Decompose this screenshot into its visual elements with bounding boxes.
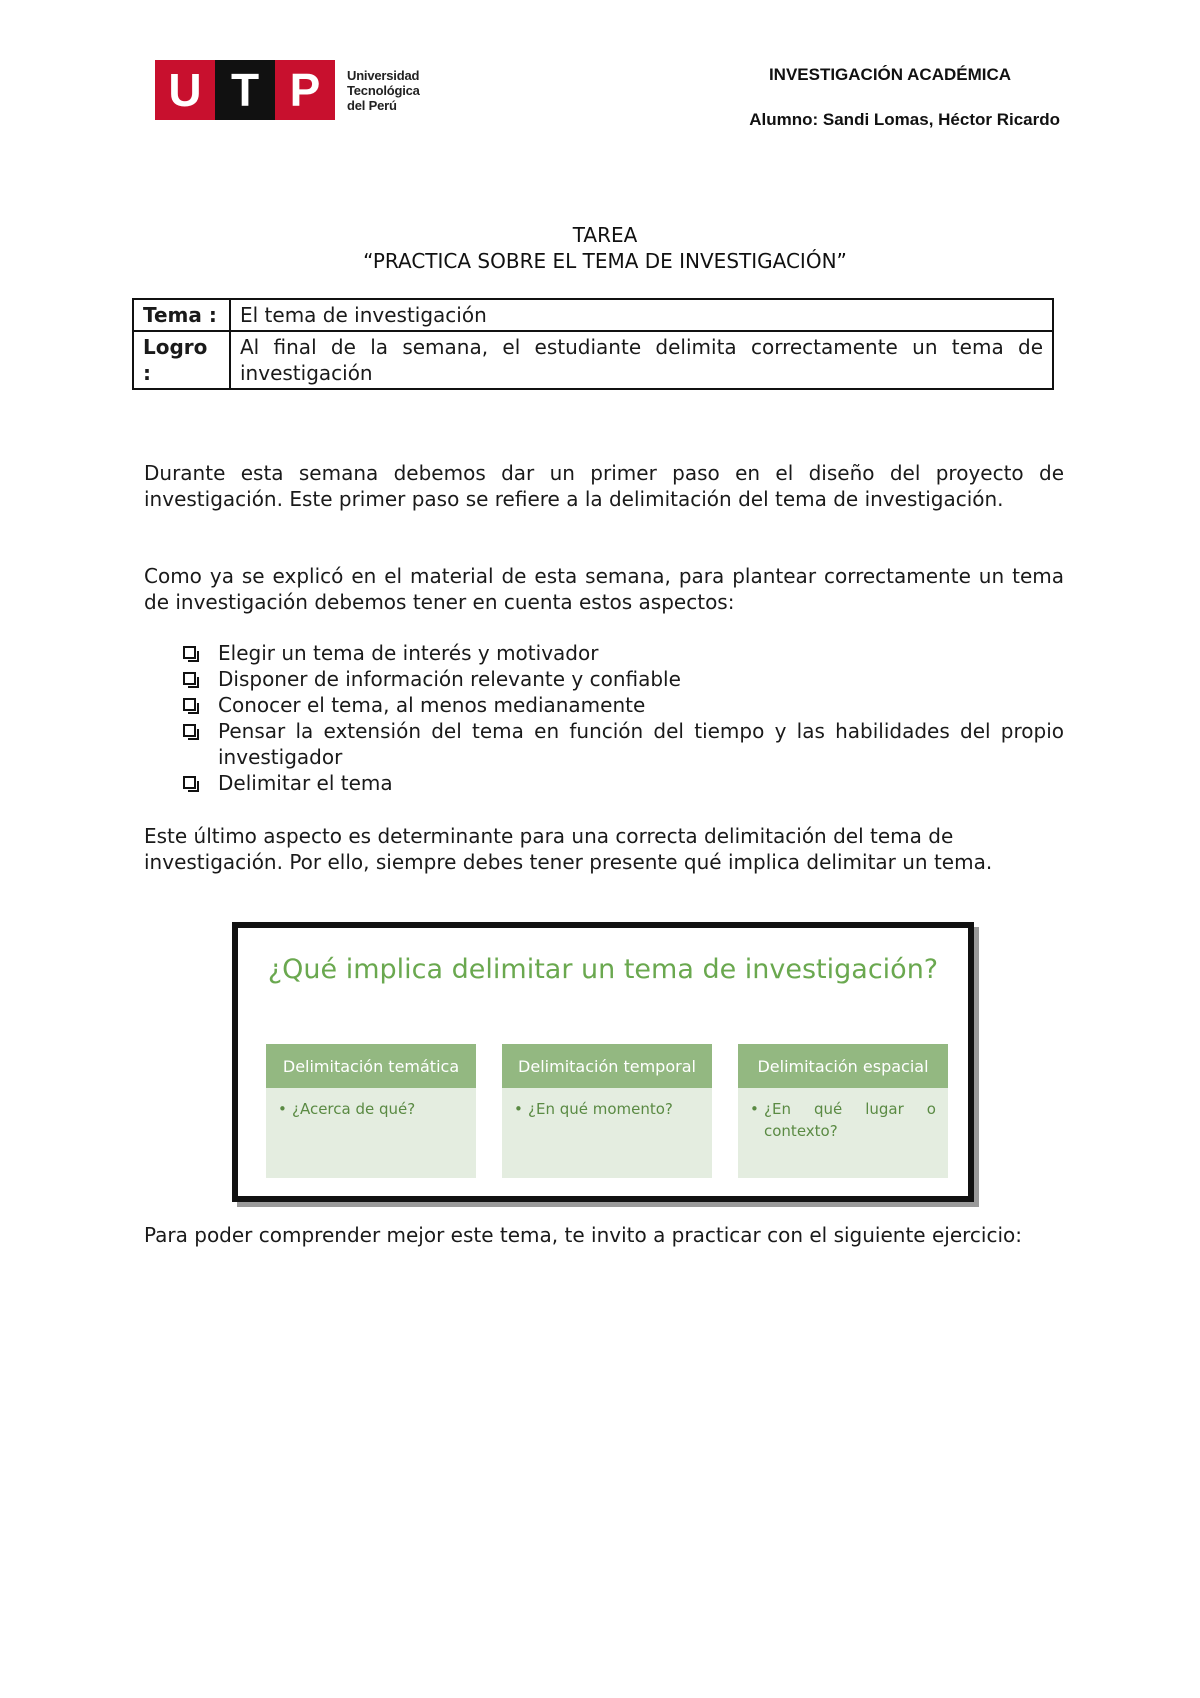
delimitation-temporal-card xyxy=(502,1044,712,1178)
bullet-icon: • xyxy=(750,1100,759,1118)
document-title xyxy=(140,222,1070,274)
table-value: El tema de investigación xyxy=(230,299,1053,331)
logo-line: Universidad xyxy=(347,67,420,83)
list-item-text: Delimitar el tema xyxy=(218,771,393,795)
paragraph-intro: Durante esta semana debemos dar un primer paso en el diseño del proyecto de investigación. Este primer paso se refiere a la delimitación del tema de investigación. xyxy=(144,461,1064,511)
utp-logo xyxy=(155,60,420,120)
card-bullet-text: ¿En qué momento? xyxy=(528,1100,673,1118)
checkbox-bullet-icon xyxy=(183,724,196,737)
list-item xyxy=(180,640,1064,666)
card-body xyxy=(266,1088,476,1120)
card-heading: Delimitación temática xyxy=(266,1044,476,1088)
table-key: Logro : xyxy=(133,331,230,389)
paragraph-last-aspect: Este último aspecto es determinante para una correcta delimitación del tema de investigación. Por ello, siempre debes tener presente qué implica delimitar un tema. xyxy=(144,824,993,874)
title-line-2: “PRACTICA SOBRE EL TEMA DE INVESTIGACIÓN” xyxy=(363,249,847,273)
course-name: INVESTIGACIÓN ACADÉMICA xyxy=(768,65,1012,84)
list-item xyxy=(180,770,1064,796)
card-bullet-text: ¿En qué lugar o contexto? xyxy=(764,1100,936,1140)
figure-title: ¿Qué implica delimitar un tema de investigación? xyxy=(267,954,939,985)
card-body xyxy=(502,1088,712,1120)
list-item-text: Conocer el tema, al menos medianamente xyxy=(218,693,646,717)
list-item xyxy=(180,666,1064,692)
card-bullet-text: ¿Acerca de qué? xyxy=(292,1100,416,1118)
table-row xyxy=(133,299,1053,331)
aspects-list xyxy=(180,640,1064,796)
list-item-text: Disponer de información relevante y confiable xyxy=(218,667,681,691)
bullet-icon: • xyxy=(514,1100,523,1118)
paragraph-exercise-invite: Para poder comprender mejor este tema, te invito a practicar con el siguiente ejercicio: xyxy=(144,1223,1022,1247)
bullet-icon: • xyxy=(278,1100,287,1118)
checkbox-bullet-icon xyxy=(183,646,196,659)
list-item-text: Pensar la extensión del tema en función del tiempo y las habilidades del propio investigador xyxy=(218,719,1064,769)
logo-line: Tecnológica xyxy=(347,82,420,98)
logo-letter-t: T xyxy=(215,60,275,120)
delimitation-spatial-card xyxy=(738,1044,948,1178)
checkbox-bullet-icon xyxy=(183,776,196,789)
list-item-text: Elegir un tema de interés y motivador xyxy=(218,641,599,665)
logo-letter-u: U xyxy=(155,60,215,120)
title-line-1: TAREA xyxy=(572,223,638,247)
checkbox-bullet-icon xyxy=(183,672,196,685)
delimitation-figure xyxy=(232,922,974,1202)
list-item xyxy=(180,718,1064,770)
delimitation-thematic-card xyxy=(266,1044,476,1178)
paragraph-aspects-intro: Como ya se explicó en el material de esta semana, para plantear correctamente un tema de investigación debemos tener en cuenta estos aspectos: xyxy=(144,564,1064,614)
table-key: Tema : xyxy=(133,299,230,331)
logo-line: del Perú xyxy=(347,97,397,113)
table-value: Al final de la semana, el estudiante delimita correctamente un tema de investigación xyxy=(230,331,1053,389)
logo-letter-p: P xyxy=(275,60,335,120)
card-heading: Delimitación espacial xyxy=(738,1044,948,1088)
task-info-table xyxy=(132,298,1054,390)
list-item xyxy=(180,692,1064,718)
card-heading: Delimitación temporal xyxy=(502,1044,712,1088)
checkbox-bullet-icon xyxy=(183,698,196,711)
table-row xyxy=(133,331,1053,389)
card-body xyxy=(738,1088,948,1142)
student-name: Alumno: Sandi Lomas, Héctor Ricardo xyxy=(749,110,1060,129)
logo-university-name xyxy=(347,68,420,113)
